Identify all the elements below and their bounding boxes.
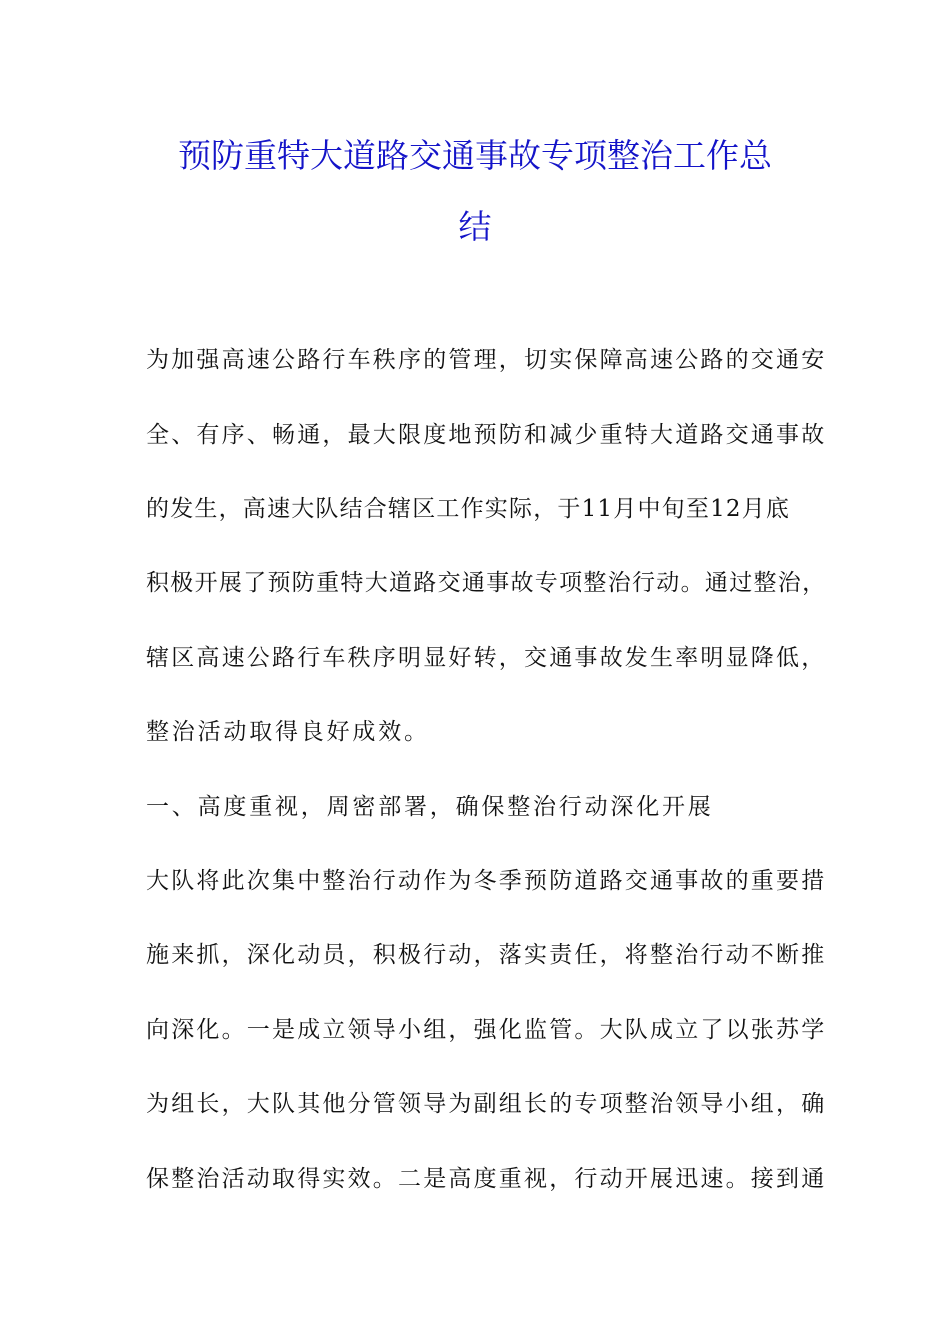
body-line-4: 积极开展了预防重特大道路交通事故专项整治行动。通过整治， xyxy=(146,570,827,596)
section-heading-1: 一、高度重视，周密部署，确保整治行动深化开展 xyxy=(146,794,714,820)
body-line-5: 辖区高速公路行车秩序明显好转，交通事故发生率明显降低， xyxy=(146,645,827,671)
body-line-10: 为组长，大队其他分管领导为副组长的专项整治领导小组，确 xyxy=(146,1091,827,1117)
document-title-line-1: 预防重特大道路交通事故专项整治工作总 xyxy=(178,136,772,175)
body-line-11: 保整治活动取得实效。二是高度重视，行动开展迅速。接到通 xyxy=(146,1166,827,1192)
body-line-6: 整治活动取得良好成效。 xyxy=(146,719,430,745)
body-line-2: 全、有序、畅通，最大限度地预防和减少重特大道路交通事故 xyxy=(146,422,827,448)
body-line-8: 施来抓，深化动员，积极行动，落实责任，将整治行动不断推 xyxy=(146,942,827,968)
body-line-7: 大队将此次集中整治行动作为冬季预防道路交通事故的重要措 xyxy=(146,868,827,894)
body-line-1: 为加强高速公路行车秩序的管理，切实保障高速公路的交通安 xyxy=(146,347,827,373)
body-line-9: 向深化。一是成立领导小组，强化监管。大队成立了以张苏学 xyxy=(146,1017,827,1043)
body-line-3: 的发生，高速大队结合辖区工作实际，于11月中旬至12月底 xyxy=(146,496,791,522)
document-title-line-2: 结 xyxy=(458,207,492,246)
